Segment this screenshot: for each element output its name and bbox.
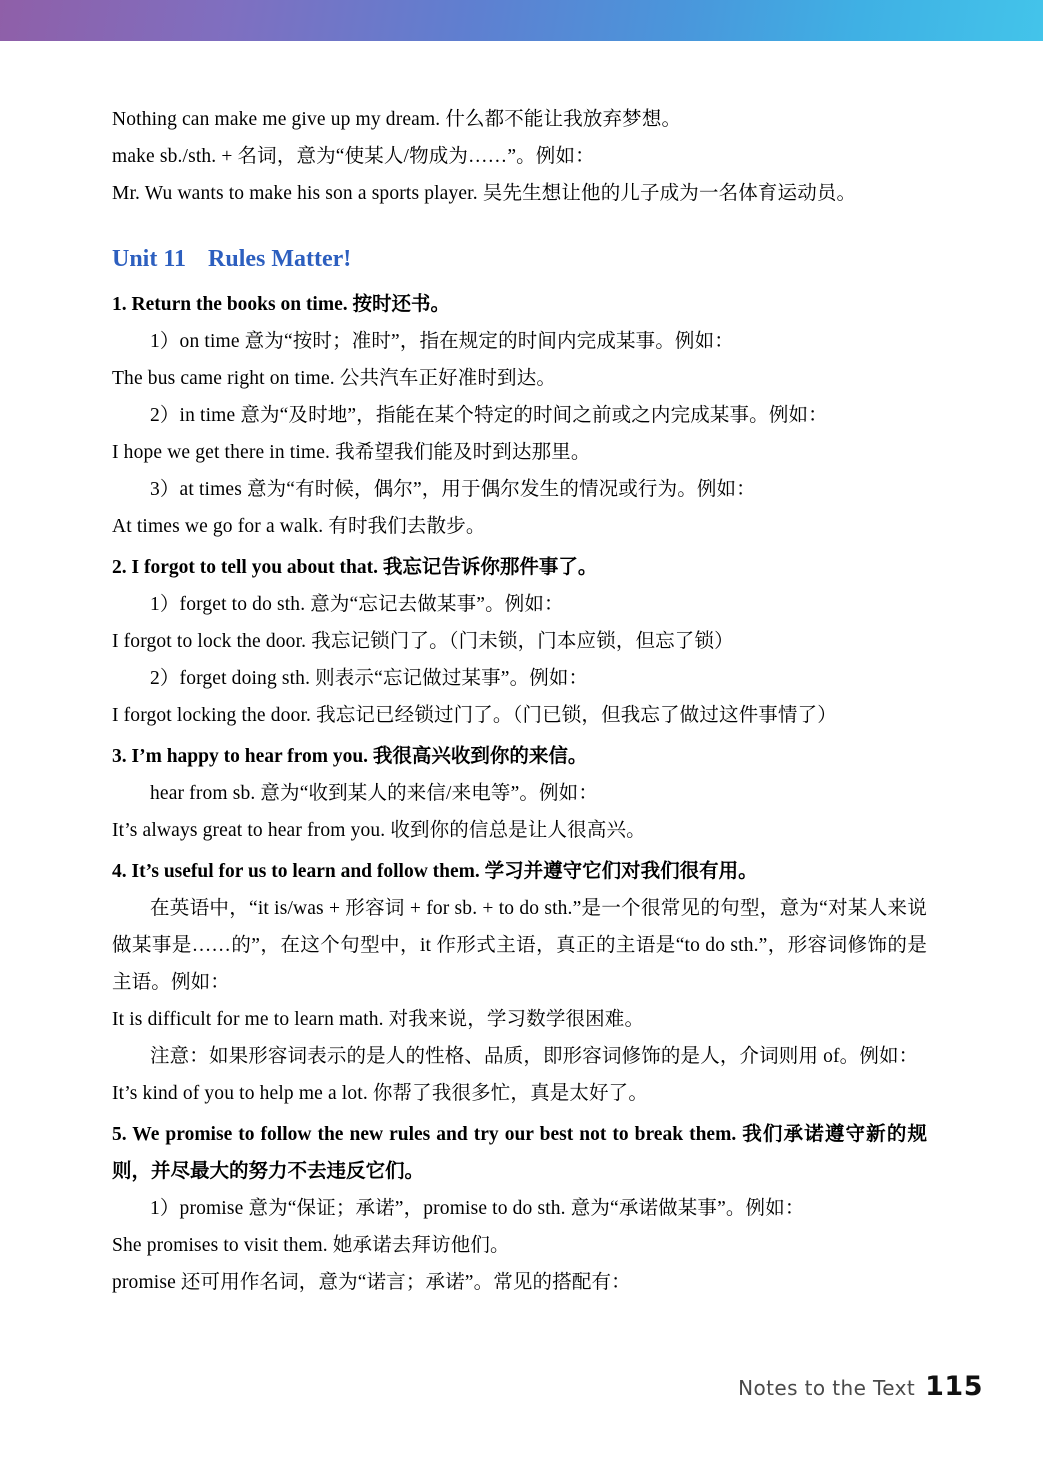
- note-item-3: [112, 738, 927, 849]
- note-line: 2）in time 意为“及时地”，指能在某个特定的时间之前或之内完成某事。例如：: [150, 405, 828, 426]
- page-number: 115: [925, 1371, 983, 1402]
- note-line: At times we go for a walk. 有时我们去散步。: [112, 516, 486, 537]
- unit-number: Unit 11: [112, 246, 187, 272]
- page-footer: [0, 1371, 1043, 1402]
- note-heading: 1. Return the books on time. 按时还书。: [112, 294, 451, 315]
- note-line: It’s always great to hear from you. 收到你的信总是让人很高兴。: [112, 820, 646, 841]
- unit-heading: [112, 242, 927, 276]
- note-line: I hope we get there in time. 我希望我们能及时到达那里。: [112, 442, 591, 463]
- note-line: She promises to visit them. 她承诺去拜访他们。: [112, 1235, 510, 1256]
- page-content: [112, 101, 927, 1301]
- footer-section-label: Notes to the Text: [738, 1376, 916, 1400]
- note-item-4: [112, 853, 927, 1112]
- note-heading: 3. I’m happy to hear from you. 我很高兴收到你的来信。: [112, 746, 588, 767]
- note-paragraph: 在英语中，“it is/was + 形容词 + for sb. + to do sth.”是一个很常见的句型，意为“对某人来说做某事是……的”，在这个句型中，it 作形式主语，真正的主语是“to do sth.”，形容词修饰的是主语。例如：: [112, 898, 927, 993]
- unit-title: Rules Matter!: [208, 246, 352, 272]
- intro-block: [112, 101, 927, 212]
- note-line: promise 还可用作名词，意为“诺言；承诺”。常见的搭配有：: [112, 1272, 631, 1293]
- note-item-2: [112, 549, 927, 734]
- note-line: The bus came right on time. 公共汽车正好准时到达。: [112, 368, 557, 389]
- note-line: It’s kind of you to help me a lot. 你帮了我很多忙，真是太好了。: [112, 1083, 648, 1104]
- note-paragraph: 注意：如果形容词表示的是人的性格、品质，即形容词修饰的是人，介词则用 of。例如：: [150, 1046, 919, 1067]
- note-heading: 5. We promise to follow the new rules and try our best not to break them. 我们承诺遵守新的规则，并尽最大的努力不去违反它们。: [112, 1124, 927, 1182]
- decorative-gradient-band: [0, 0, 1043, 41]
- note-line: 1）on time 意为“按时；准时”，指在规定的时间内完成某事。例如：: [150, 331, 734, 352]
- intro-line: Nothing can make me give up my dream. 什么都不能让我放弃梦想。: [112, 109, 682, 130]
- note-line: I forgot to lock the door. 我忘记锁门了。（门未锁，门本应锁，但忘了锁）: [112, 631, 734, 652]
- intro-line: make sb./sth. + 名词，意为“使某人/物成为……”。例如：: [112, 146, 595, 167]
- note-item-5: [112, 1116, 927, 1301]
- note-heading: 2. I forgot to tell you about that. 我忘记告诉你那件事了。: [112, 557, 598, 578]
- note-line: It is difficult for me to learn math. 对我来说，学习数学很困难。: [112, 1009, 645, 1030]
- textbook-page: [0, 41, 1043, 1474]
- note-line: I forgot locking the door. 我忘记已经锁过门了。（门已锁，但我忘了做过这件事情了）: [112, 705, 837, 726]
- intro-line: Mr. Wu wants to make his son a sports player. 吴先生想让他的儿子成为一名体育运动员。: [112, 183, 857, 204]
- note-item-1: [112, 286, 927, 545]
- note-line: 1）forget to do sth. 意为“忘记去做某事”。例如：: [150, 594, 564, 615]
- note-heading: 4. It’s useful for us to learn and follow them. 学习并遵守它们对我们很有用。: [112, 861, 758, 882]
- note-line: hear from sb. 意为“收到某人的来信/来电等”。例如：: [150, 783, 598, 804]
- note-line: 2）forget doing sth. 则表示“忘记做过某事”。例如：: [150, 668, 589, 689]
- note-line: 3）at times 意为“有时候，偶尔”，用于偶尔发生的情况或行为。例如：: [150, 479, 756, 500]
- note-line: 1）promise 意为“保证；承诺”，promise to do sth. 意为“承诺做某事”。例如：: [150, 1198, 805, 1219]
